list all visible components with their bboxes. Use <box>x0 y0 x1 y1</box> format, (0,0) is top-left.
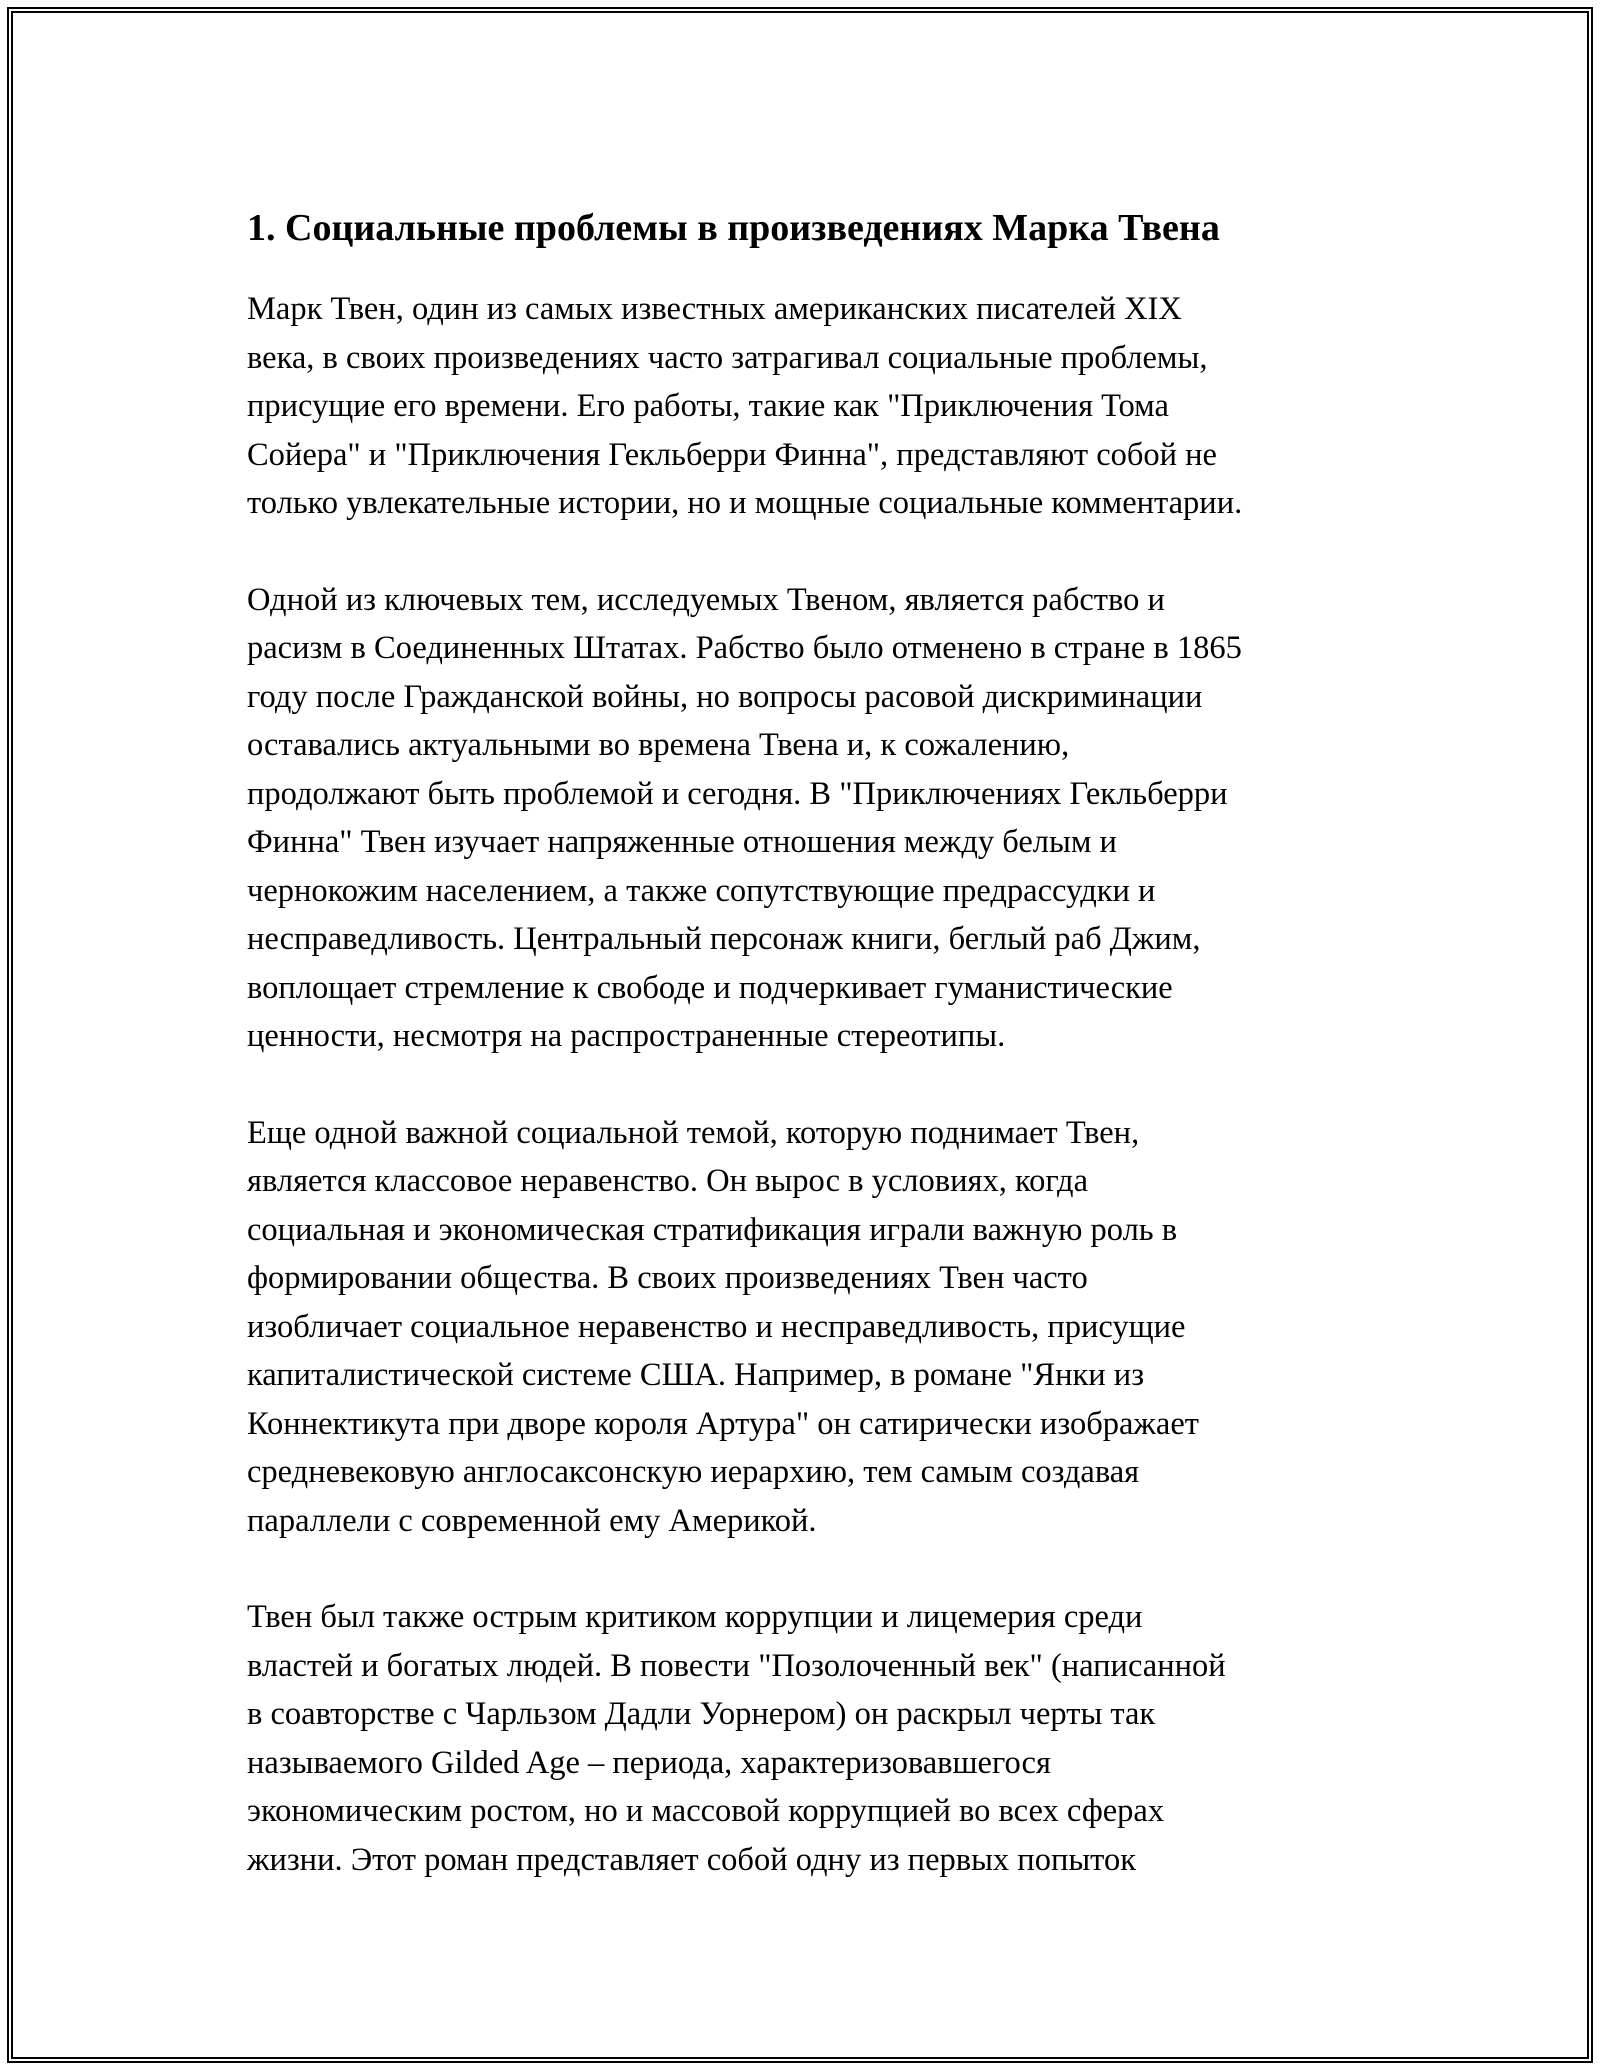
paragraph-line: социальная и экономическая стратификация играли важную роль в <box>247 1211 1178 1248</box>
paragraph-line: воплощает стремление к свободе и подчеркивает гуманистические <box>247 969 1173 1006</box>
paragraph-3 <box>247 1109 1397 1546</box>
paragraph-line: является классовое неравенство. Он вырос в условиях, когда <box>247 1163 1089 1199</box>
paragraph-line: ценности, несмотря на распространенные стереотипы. <box>247 1018 1006 1054</box>
paragraph-line: изобличает социальное неравенство и несправедливость, присущие <box>247 1308 1186 1345</box>
paragraph-line: чернокожим населением, а также сопутствующие предрассудки и <box>247 872 1156 909</box>
paragraph-line: Коннектикута при дворе короля Артура" он сатирически изображает <box>247 1405 1199 1442</box>
paragraph-line: Сойера" и "Приключения Гекльберри Финна", представляют собой не <box>247 436 1217 473</box>
paragraph-line: параллели с современной ему Америкой. <box>247 1502 817 1539</box>
paragraph-2 <box>247 576 1397 1061</box>
paragraph-line: средневековую англосаксонскую иерархию, тем самым создавая <box>247 1454 1140 1490</box>
paragraph-1 <box>247 285 1397 528</box>
paragraph-line: властей и богатых людей. В повести "Позолоченный век" (написанной <box>247 1647 1226 1684</box>
paragraph-line: называемого Gilded Age – периода, характеризовавшегося <box>247 1744 1051 1781</box>
page-frame <box>7 7 1593 2063</box>
paragraph-line: Еще одной важной социальной темой, которую поднимает Твен, <box>247 1114 1140 1151</box>
paragraph-line: оставались актуальными во времена Твена и, к сожалению, <box>247 727 1070 763</box>
paragraph-4 <box>247 1593 1397 1884</box>
paragraph-line: только увлекательные истории, но и мощные социальные комментарии. <box>247 485 1243 521</box>
paragraph-line: экономическим ростом, но и массовой коррупцией во всех сферах <box>247 1793 1165 1829</box>
paragraph-line: формировании общества. В своих произведениях Твен часто <box>247 1260 1088 1296</box>
paragraph-line: продолжают быть проблемой и сегодня. В "Приключениях Гекльберри <box>247 775 1228 812</box>
paragraph-line: Финна" Твен изучает напряженные отношения между белым и <box>247 824 1117 860</box>
paragraph-line: в соавторстве с Чарльзом Дадли Уорнером) он раскрыл черты так <box>247 1696 1156 1732</box>
paragraph-line: году после Гражданской войны, но вопросы расовой дискриминации <box>247 678 1203 715</box>
paragraph-line: расизм в Соединенных Штатах. Рабство было отменено в стране в 1865 <box>247 630 1242 666</box>
paragraph-line: Марк Твен, один из самых известных американских писателей XIX <box>247 291 1182 327</box>
paragraph-line: Одной из ключевых тем, исследуемых Твеном, является рабство и <box>247 581 1165 618</box>
section-heading: 1. Социальные проблемы в произведениях Марка Твена <box>247 207 1220 249</box>
paragraph-line: капиталистической системе США. Например, в романе "Янки из <box>247 1357 1145 1393</box>
paragraph-line: несправедливость. Центральный персонаж книги, беглый раб Джим, <box>247 921 1201 957</box>
paragraph-line: века, в своих произведениях часто затрагивал социальные проблемы, <box>247 339 1208 376</box>
paragraph-line: присущие его времени. Его работы, такие как "Приключения Тома <box>247 388 1169 424</box>
paragraph-line: жизни. Этот роман представляет собой одну из первых попыток <box>247 1841 1136 1878</box>
document-body <box>247 199 1397 1932</box>
paragraph-line: Твен был также острым критиком коррупции и лицемерия среди <box>247 1599 1143 1635</box>
